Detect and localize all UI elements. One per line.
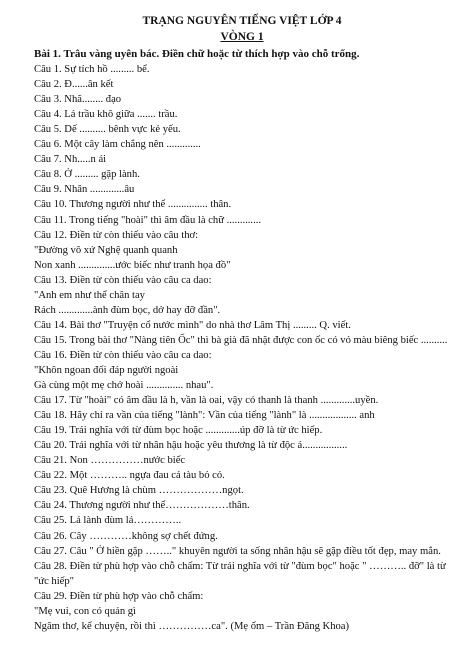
- question-line: Câu 4. Lá trầu khô giữa ....... trầu.: [34, 109, 178, 121]
- question-line: Câu 1. Sự tích hồ ......... bể.: [34, 64, 150, 76]
- question-line: Câu 19. Trái nghĩa với từ đùm bọc hoặc .............úp đỡ là từ ức hiếp.: [34, 425, 323, 437]
- question-line: Non xanh ..............ước biếc như tranh họa đồ": [34, 259, 231, 271]
- question-line: Rách .............ành đùm bọc, dở hay đỡ đần".: [34, 304, 221, 316]
- page-title: TRẠNG NGUYÊN TIẾNG VIỆT LỚP 4: [142, 15, 342, 27]
- question-line: Câu 2. Đ......ân kết: [34, 79, 114, 91]
- question-line: Câu 29. Điền từ phù hợp vào chỗ chấm:: [34, 590, 204, 602]
- question-line: Câu 23. Quê Hương là chùm ………………ngọt.: [34, 485, 244, 497]
- question-line: Câu 18. Hãy chỉ ra vần của tiếng "lành": Vần của tiếng "lành" là .................. anh: [34, 410, 375, 422]
- question-line: "Anh em như thể chân tay: [34, 289, 145, 301]
- question-line: Câu 14. Bài thơ "Truyện cổ nước mình" do nhà thơ Lâm Thị ......... Q. viết.: [34, 319, 351, 331]
- question-line: "Đường vô xứ Nghệ quanh quanh: [34, 244, 178, 256]
- question-list: [34, 62, 450, 634]
- question-line: Câu 11. Trong tiếng "hoài" thì âm đầu là chữ .............: [34, 214, 262, 226]
- question-line: Câu 5. Dế .......... bênh vực kẻ yếu.: [34, 124, 181, 136]
- question-line: "Khôn ngoan đối đáp người ngoài: [34, 364, 179, 376]
- question-line: Câu 21. Non ……………nước biếc: [34, 455, 186, 467]
- question-line: Câu 24. Thương người như thể………………thân.: [34, 500, 250, 512]
- question-line: Câu 8. Ở ......... gặp lành.: [34, 169, 140, 181]
- question-line: Câu 17. Từ "hoài" có âm đầu là h, vần là oai, vậy có thanh là thanh .............uyền.: [34, 395, 379, 407]
- exercise-heading: Bài 1. Trâu vàng uyên bác. Điền chữ hoặc từ thích hợp vào chỗ trống.: [34, 48, 360, 60]
- question-line: Câu 7. Nh.....n ái: [34, 154, 107, 166]
- question-line: Câu 16. Điền từ còn thiếu vào câu ca dao:: [34, 349, 212, 361]
- question-line: Câu 20. Trái nghĩa với từ nhân hậu hoặc yêu thương là từ độc á.................: [34, 440, 348, 452]
- question-line: Câu 26. Cây …………không sợ chết đứng.: [34, 530, 218, 542]
- question-line: Gà cùng một mẹ chớ hoài .............. nhau".: [34, 380, 214, 392]
- question-line: Câu 22. Một ……….. ngựa đau cả tàu bỏ cỏ.: [34, 470, 225, 482]
- question-line: Câu 15. Trong bài thơ "Nàng tiên Ốc" thì bà già đã nhặt được con ốc có vỏ màu biêng biếc ..........: [34, 334, 448, 346]
- question-line: Ngâm thơ, kể chuyện, rồi thì ……………ca". (Mẹ ốm – Trần Đăng Khoa): [34, 620, 350, 632]
- question-line: Câu 27. Câu " Ở hiền gặp …….." khuyên người ta sống nhân hậu sẽ gặp điều tốt đẹp, may mắn.: [34, 545, 441, 557]
- round-subtitle: VÒNG 1: [220, 31, 264, 43]
- question-line: Câu 25. Lá lành đùm lá…………..: [34, 515, 182, 527]
- question-line: "Mẹ vui, con có quản gì: [34, 605, 137, 617]
- question-line: Câu 13. Điền từ còn thiếu vào câu ca dao:: [34, 274, 212, 286]
- question-line: Câu 12. Điền từ còn thiếu vào câu thơ:: [34, 229, 199, 241]
- question-line: Câu 28. Điền từ phù hợp vào chỗ chấm: Từ trái nghĩa với từ "đùm bọc" hoặc " ……….. đỡ" là từ "ức hiếp": [34, 560, 446, 587]
- question-line: Câu 9. Nhân .............âu: [34, 184, 135, 196]
- question-line: Câu 10. Thương người như thể ............... thân.: [34, 199, 232, 211]
- question-line: Câu 6. Một cây làm chẳng nên .............: [34, 139, 201, 151]
- question-line: Câu 3. Nhã........ đạo: [34, 94, 122, 106]
